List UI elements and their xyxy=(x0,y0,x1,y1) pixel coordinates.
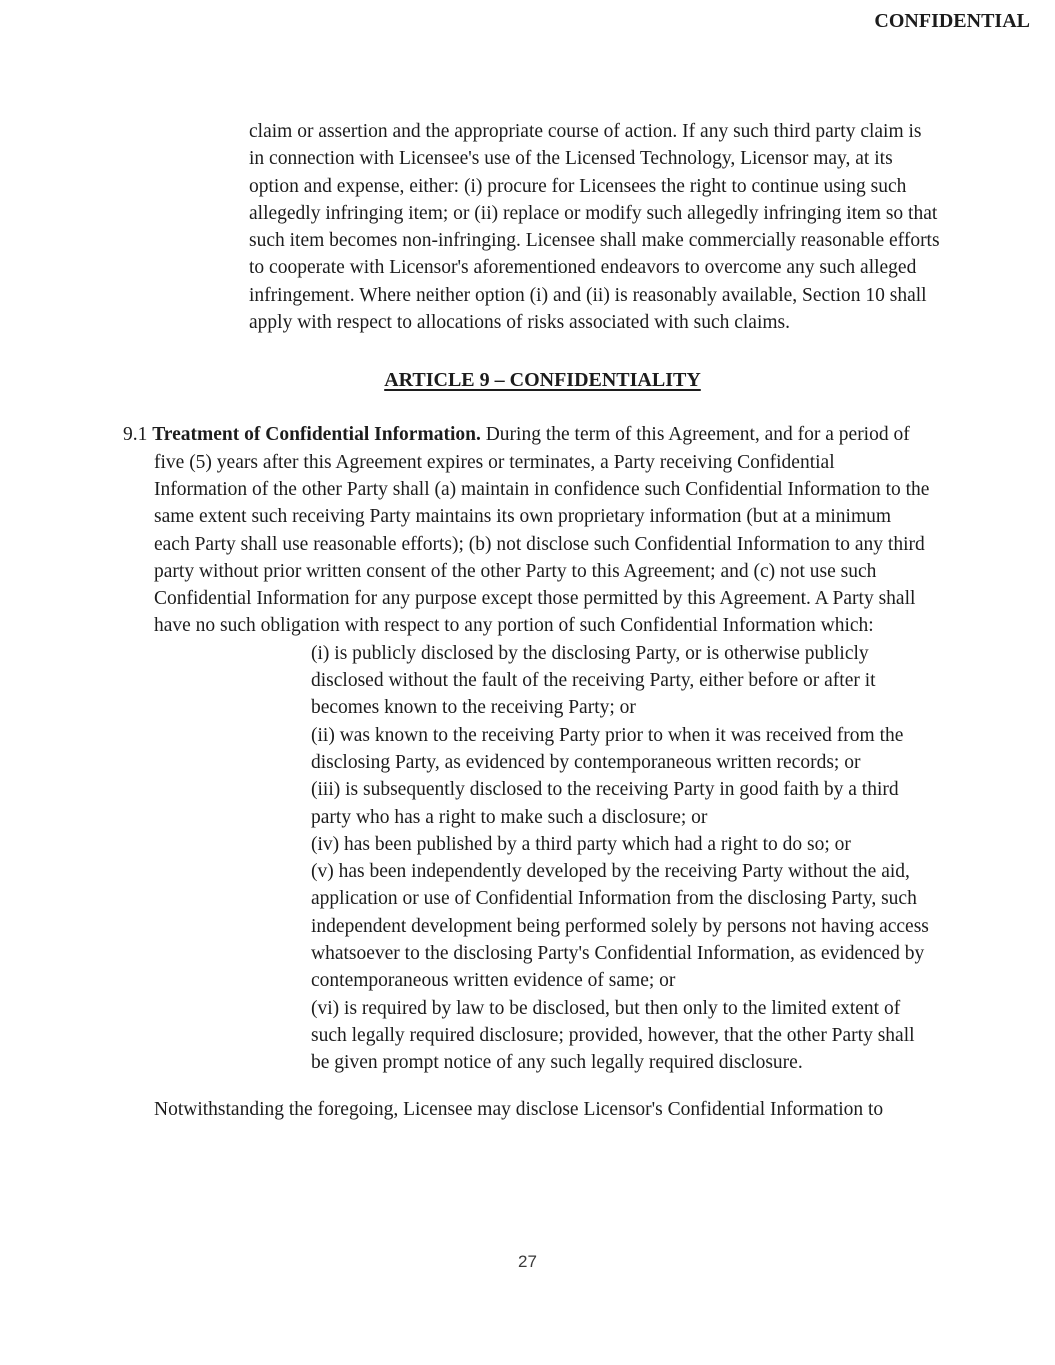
page-number: 27 xyxy=(518,1252,537,1271)
exception-list xyxy=(311,640,931,1077)
section-title: Treatment of Confidential Information. xyxy=(152,424,481,446)
exception-item-v: (v) has been independently developed by the receiving Party without the aid, application or use of Confidential Information from the disclosing Party, such independent development being performed solely by persons not having access whatsoever to the disclosing Party's Confidential Information, as evidenced by contemporaneous written evidence of same; or xyxy=(311,861,929,992)
exception-item-iv: (iv) has been published by a third party which had a right to do so; or xyxy=(311,833,851,855)
exception-item-ii: (ii) was known to the receiving Party prior to when it was received from the disclosing Party, as evidenced by contemporaneous written records; or xyxy=(311,724,904,773)
exception-item-i: (i) is publicly disclosed by the disclosing Party, or is otherwise publicly disclosed without the fault of the receiving Party, either before or after it becomes known to the receiving Party; or xyxy=(311,642,876,719)
article-heading-text: ARTICLE 9 – CONFIDENTIALITY xyxy=(384,369,701,392)
closing-paragraph: Notwithstanding the foregoing, Licensee may disclose Licensor's Confidential Information to xyxy=(154,1098,884,1120)
section-9-1 xyxy=(123,421,931,639)
intro-paragraph: claim or assertion and the appropriate course of action. If any such third party claim is in connection with Licensee's use of the Licensed Technology, Licensor may, at its option and expense, either: (i) procure for Licensees the right to continue using such allegedly infringing item; or (ii) replace or modify such allegedly infringing item so that such item becomes non-infringing. Licensee shall make commercially reasonable efforts to cooperate with Licensor's aforementioned endeavors to overcome any such alleged infringement. Where neither option (i) and (ii) is reasonably available, Section 10 shall apply with respect to allocations of risks associated with such claims. xyxy=(249,121,940,334)
confidential-header-label: CONFIDENTIAL xyxy=(874,10,1030,32)
exception-item-vi: (vi) is required by law to be disclosed, but then only to the limited extent of such legally required disclosure; provided, however, that the other Party shall be given prompt notice of any such legally required disclosure. xyxy=(311,997,915,1074)
exception-item-iii: (iii) is subsequently disclosed to the receiving Party in good faith by a third party who has a right to make such a disclosure; or xyxy=(311,779,899,828)
article-heading xyxy=(154,369,931,392)
section-body-text: During the term of this Agreement, and for a period of five (5) years after this Agreement expires or terminates, a Party receiving Confidential Information of the other Party shall (a) maintain in confidence such Confidential Information to the same extent such receiving Party maintains its own proprietary information (but at a minimum each Party shall use reasonable efforts); (b) not disclose such Confidential Information to any third party without prior written consent of the other Party to this Agreement; and (c) not use such Confidential Information for any purpose except those permitted by this Agreement. A Party shall have no such obligation with respect to any portion of such Confidential Information which: xyxy=(154,424,930,637)
section-number: 9.1 xyxy=(123,424,148,446)
